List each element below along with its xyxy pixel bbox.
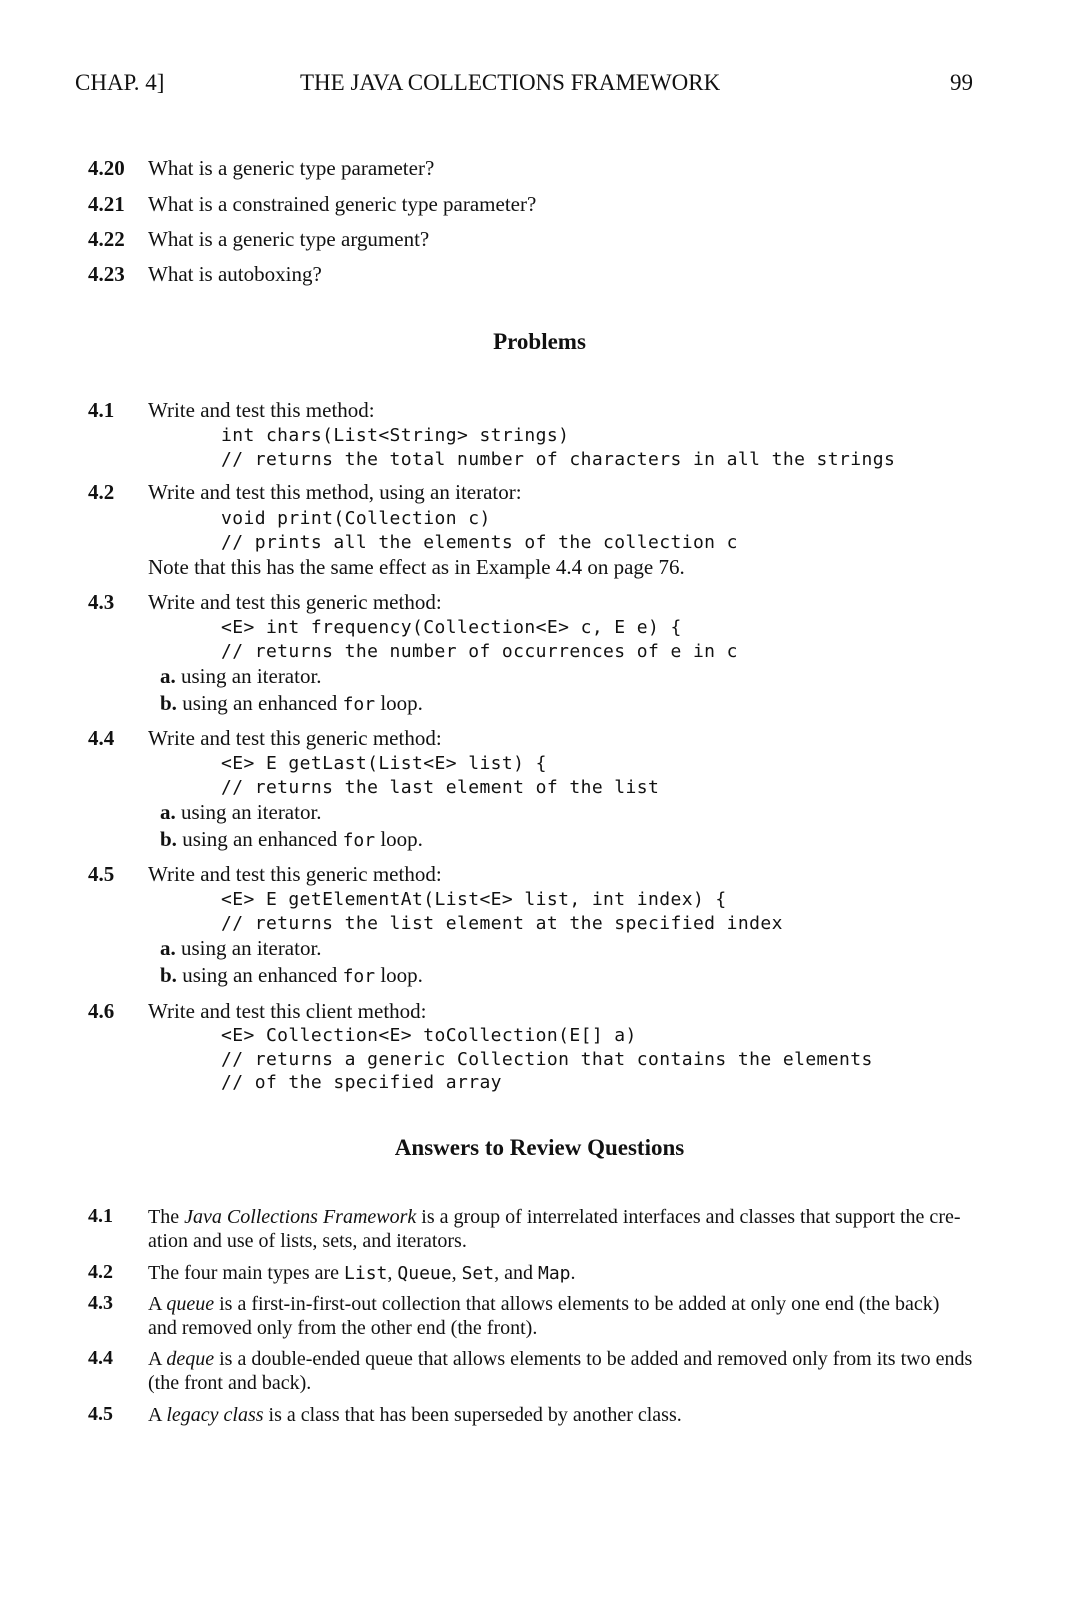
question-number: 4.20 bbox=[88, 156, 125, 180]
code-comment: // of the specified array bbox=[221, 1072, 502, 1093]
answer-number: 4.3 bbox=[88, 1292, 113, 1314]
question-number: 4.22 bbox=[88, 227, 125, 251]
answer-number: 4.4 bbox=[88, 1347, 113, 1369]
answer-text bbox=[148, 1347, 978, 1395]
answer-text-segment: and bbox=[504, 1262, 533, 1284]
page-number: 99 bbox=[950, 70, 973, 95]
question-text: What is a generic type argument? bbox=[148, 227, 430, 251]
subpart-label: a. bbox=[160, 664, 176, 688]
emphasis-term: deque bbox=[166, 1348, 215, 1370]
answer-text-segment: A bbox=[148, 1293, 162, 1315]
problem-text: Write and test this generic method: bbox=[148, 726, 442, 750]
answer-text-segment: A bbox=[148, 1404, 162, 1426]
answer-text-segment: is a double-ended queue that allows elements to be added and removed only from its two ends bbox=[219, 1348, 973, 1370]
problem-text: Write and test this method, using an iterator: bbox=[148, 480, 522, 504]
subpart-text: using an iterator. bbox=[181, 800, 322, 824]
running-title: THE JAVA COLLECTIONS FRAMEWORK bbox=[300, 70, 721, 95]
subpart-b bbox=[160, 691, 423, 716]
code-comment: // prints all the elements of the collection c bbox=[221, 532, 738, 553]
code-line: <E> int frequency(Collection<E> c, E e) { bbox=[221, 617, 682, 638]
answer-text-line: and removed only from the other end (the front). bbox=[148, 1317, 538, 1339]
code-line: <E> E getLast(List<E> list) { bbox=[221, 753, 547, 774]
inline-code: for bbox=[342, 694, 376, 715]
problem-text: Write and test this client method: bbox=[148, 999, 427, 1023]
problems-heading: Problems bbox=[493, 329, 586, 354]
inline-code: Map bbox=[538, 1263, 571, 1284]
subpart-b bbox=[160, 827, 423, 852]
answer-text-segment: A bbox=[148, 1348, 162, 1370]
emphasis-term: Java Collections Framework bbox=[184, 1206, 417, 1228]
inline-code: Set bbox=[461, 1263, 495, 1284]
subpart-a bbox=[160, 664, 322, 689]
answer-text-segment: The bbox=[148, 1206, 180, 1228]
subpart-text: using an iterator. bbox=[181, 664, 322, 688]
question-text: What is autoboxing? bbox=[148, 262, 322, 286]
question-text: What is a generic type parameter? bbox=[148, 156, 435, 180]
code-comment: // returns the number of occurrences of e in c bbox=[221, 641, 738, 662]
code-comment: // returns the last element of the list bbox=[221, 777, 660, 798]
answer-text-segment: is a first-in-first-out collection that allows elements to be added at only one end (the back) bbox=[219, 1293, 940, 1315]
answers-heading: Answers to Review Questions bbox=[394, 1135, 685, 1160]
problem-number: 4.1 bbox=[88, 398, 115, 422]
subpart-b bbox=[160, 963, 423, 988]
subpart-a bbox=[160, 800, 322, 825]
emphasis-term: legacy class bbox=[166, 1404, 264, 1426]
code-line: <E> E getElementAt(List<E> list, int index) { bbox=[221, 889, 727, 910]
problem-text: Write and test this generic method: bbox=[148, 590, 442, 614]
answer-text-segment: The four main types are bbox=[148, 1262, 340, 1284]
answer-text bbox=[148, 1205, 978, 1253]
answer-text bbox=[148, 1403, 682, 1427]
inline-code: for bbox=[342, 966, 376, 987]
subpart-text: loop. bbox=[380, 691, 423, 715]
subpart-label: b. bbox=[160, 963, 177, 987]
answer-number: 4.2 bbox=[88, 1261, 113, 1283]
answer-number: 4.5 bbox=[88, 1403, 113, 1425]
inline-code: for bbox=[342, 830, 376, 851]
subpart-label: a. bbox=[160, 936, 176, 960]
problem-number: 4.4 bbox=[88, 726, 115, 750]
code-comment: // returns the list element at the specified index bbox=[221, 913, 783, 934]
answer-number: 4.1 bbox=[88, 1205, 113, 1227]
question-text: What is a constrained generic type parameter? bbox=[148, 192, 537, 216]
code-comment: // returns a generic Collection that contains the elements bbox=[221, 1049, 873, 1070]
chapter-label: CHAP. 4] bbox=[75, 70, 165, 95]
emphasis-term: queue bbox=[166, 1293, 215, 1315]
problem-number: 4.2 bbox=[88, 480, 115, 504]
inline-code: Queue bbox=[397, 1263, 452, 1284]
answer-text: The four main types are List, Queue, Set, and Map. bbox=[148, 1262, 576, 1284]
code-line: void print(Collection c) bbox=[221, 508, 491, 529]
code-comment: // returns the total number of characters in all the strings bbox=[221, 449, 896, 470]
problem-number: 4.5 bbox=[88, 862, 115, 886]
subpart-label: b. bbox=[160, 691, 177, 715]
problem-text: Write and test this generic method: bbox=[148, 862, 442, 886]
code-line: <E> Collection<E> toCollection(E[] a) bbox=[221, 1025, 637, 1046]
subpart-label: a. bbox=[160, 800, 176, 824]
problem-number: 4.3 bbox=[88, 590, 115, 614]
question-number: 4.23 bbox=[88, 262, 125, 286]
subpart-text: loop. bbox=[380, 827, 423, 851]
question-number: 4.21 bbox=[88, 192, 125, 216]
subpart-text: using an iterator. bbox=[181, 936, 322, 960]
inline-code: List bbox=[344, 1263, 388, 1284]
answer-text bbox=[148, 1292, 978, 1340]
answer-text-line: (the front and back). bbox=[148, 1372, 312, 1394]
subpart-label: b. bbox=[160, 827, 177, 851]
problem-note: Note that this has the same effect as in Example 4.4 on page 76. bbox=[148, 555, 685, 579]
code-line: int chars(List<String> strings) bbox=[221, 425, 570, 446]
subpart-text: using an enhanced bbox=[182, 691, 338, 715]
subpart-text: using an enhanced bbox=[182, 963, 338, 987]
answer-text-line: ation and use of lists, sets, and iterators. bbox=[148, 1230, 467, 1252]
subpart-a bbox=[160, 936, 322, 961]
problem-number: 4.6 bbox=[88, 999, 115, 1023]
answer-text-segment: is a class that has been superseded by another class. bbox=[268, 1404, 682, 1426]
problem-text: Write and test this method: bbox=[148, 398, 375, 422]
subpart-text: loop. bbox=[380, 963, 423, 987]
answer-text-segment: is a group of interrelated interfaces and classes that support the cre- bbox=[421, 1206, 961, 1228]
subpart-text: using an enhanced bbox=[182, 827, 338, 851]
